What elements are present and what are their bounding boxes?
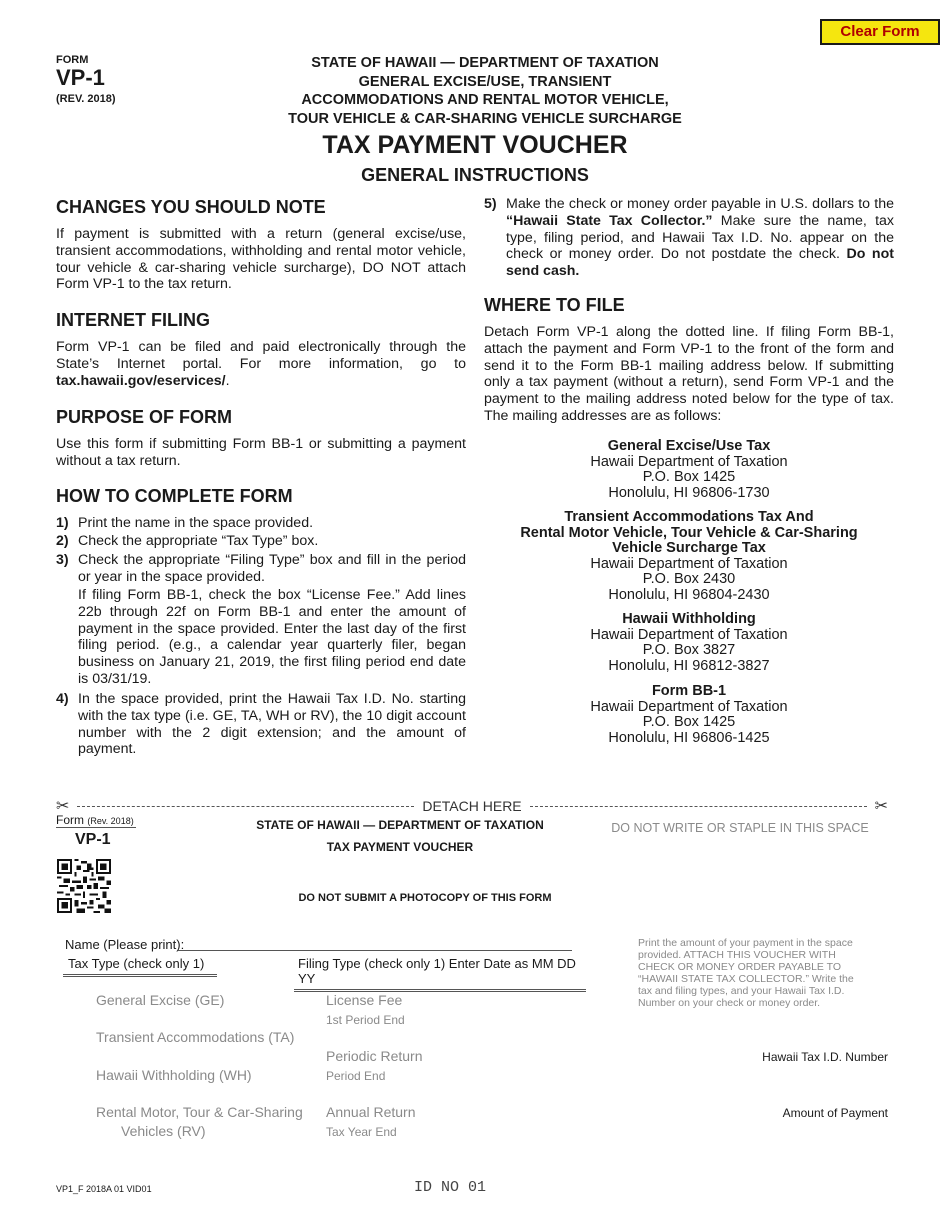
step-4 xyxy=(56,691,466,758)
no-write-notice: DO NOT WRITE OR STAPLE IN THIS SPACE xyxy=(611,821,869,835)
address-ta xyxy=(484,510,894,603)
clear-form-button[interactable]: Clear Form xyxy=(820,19,940,45)
changes-heading: CHANGES YOU SHOULD NOTE xyxy=(56,197,326,217)
id-number: ID NO 01 xyxy=(413,1179,486,1196)
agency-header xyxy=(260,54,710,128)
voucher-revision: (Rev. 2018) xyxy=(87,816,134,826)
payee-name: “Hawaii State Tax Collector.” xyxy=(506,212,713,229)
tax-id-label: Hawaii Tax I.D. Number xyxy=(762,1050,888,1064)
filing-type-periodic[interactable]: Periodic Return xyxy=(326,1048,423,1064)
step-text: If filing Form BB-1, check the box “License Fee.” Add lines 22b through 22f on Form BB-1 and enter the amount of payment in the space provided. Enter the last day of the first filing period. (e.g., a calendar year quarterly filer, began business on January 21, 2019, the first filing period end date is 03/31/19. xyxy=(78,587,466,687)
name-input[interactable] xyxy=(178,927,572,951)
address-title: General Excise/Use Tax xyxy=(607,438,771,454)
address-bb1 xyxy=(484,684,894,746)
step-text xyxy=(506,196,894,280)
qr-code xyxy=(57,859,111,913)
step-3 xyxy=(56,552,466,586)
address-title: Transient Accommodations Tax And xyxy=(564,509,814,525)
no-photocopy-notice: DO NOT SUBMIT A PHOTOCOPY OF THIS FORM xyxy=(298,892,552,904)
tax-type-header: Tax Type (check only 1) xyxy=(63,956,217,977)
footer-code: VP1_F 2018A 01 VID01 xyxy=(56,1184,152,1194)
tax-type-wh[interactable]: Hawaii Withholding (WH) xyxy=(96,1067,252,1083)
step-text: Print the name in the space provided. xyxy=(78,515,314,531)
step-number: 2) xyxy=(56,533,69,549)
address-line: Honolulu, HI 96806-1425 xyxy=(608,729,770,746)
address-line: P.O. Box 1425 xyxy=(642,469,736,485)
step-number: 3) xyxy=(56,552,69,568)
amount-label: Amount of Payment xyxy=(782,1106,888,1120)
address-title: Hawaii Withholding xyxy=(622,611,756,627)
step-number: 1) xyxy=(56,515,69,531)
address-wh xyxy=(484,612,894,674)
address-ge xyxy=(484,439,894,501)
address-title: Form BB-1 xyxy=(651,683,727,699)
period-end-label: Period End xyxy=(326,1069,386,1083)
address-line: P.O. Box 1425 xyxy=(642,714,736,730)
step-text: In the space provided, print the Hawaii Tax I.D. No. starting with the tax type (i.e. GE, TA, WH or RV), the 10 digit account number with the 2 digit extension; and the amount of payment. xyxy=(78,691,466,758)
address-line: Honolulu, HI 96806-1730 xyxy=(608,484,770,501)
address-title: Rental Motor Vehicle, Tour Vehicle & Car-Sharing xyxy=(520,524,858,541)
step-number: 4) xyxy=(56,691,69,707)
filing-type-license-fee[interactable]: License Fee xyxy=(326,992,403,1008)
step-2 xyxy=(56,533,466,550)
voucher-agency: STATE OF HAWAII — DEPARTMENT OF TAXATION xyxy=(256,818,544,832)
where-heading: WHERE TO FILE xyxy=(484,295,625,315)
tax-type-rv[interactable]: Rental Motor, Tour & Car-Sharing xyxy=(96,1104,303,1120)
address-line: P.O. Box 2430 xyxy=(642,571,736,587)
page-subtitle: GENERAL INSTRUCTIONS xyxy=(361,165,589,185)
purpose-heading: PURPOSE OF FORM xyxy=(56,407,233,427)
internet-text-end: . xyxy=(225,372,230,389)
filing-type-annual[interactable]: Annual Return xyxy=(326,1104,416,1120)
step-text: Check the appropriate “Filing Type” box and fill in the period or year in the space provided. xyxy=(78,552,466,585)
address-line: Honolulu, HI 96812-3827 xyxy=(608,657,770,674)
voucher-title: TAX PAYMENT VOUCHER xyxy=(326,840,474,854)
dashed-divider xyxy=(530,806,867,807)
address-line: Hawaii Department of Taxation xyxy=(590,626,788,643)
address-title: Vehicle Surcharge Tax xyxy=(612,540,766,556)
form-number: VP-1 xyxy=(56,65,105,90)
address-line: Hawaii Department of Taxation xyxy=(590,453,788,470)
address-line: Hawaii Department of Taxation xyxy=(590,698,788,715)
page-title: TAX PAYMENT VOUCHER xyxy=(322,131,628,159)
tax-type-ta[interactable]: Transient Accommodations (TA) xyxy=(96,1029,295,1045)
step-text: Check the appropriate “Tax Type” box. xyxy=(78,533,319,549)
voucher-instructions: Print the amount of your payment in the space provided. ATTACH THIS VOUCHER WITH CHECK OR MONEY ORDER PAYABLE TO “HAWAII STATE TAX COLLECTOR.” Write the tax and filing types, and your Hawaii Tax I.D. Number on your check or money order. xyxy=(638,937,854,1009)
no-cash-warning: Do not send cash. xyxy=(506,246,894,280)
agency-line: ACCOMMODATIONS AND RENTAL MOTOR VEHICLE, xyxy=(301,92,669,108)
agency-line: GENERAL EXCISE/USE, TRANSIENT xyxy=(358,73,612,90)
form-word: Form xyxy=(56,813,84,827)
voucher-form-label xyxy=(56,813,136,828)
voucher-form-number: VP-1 xyxy=(75,831,111,848)
internet-text xyxy=(56,339,466,389)
address-line: Hawaii Department of Taxation xyxy=(590,555,788,572)
agency-line: TOUR VEHICLE & CAR-SHARING VEHICLE SURCHARGE xyxy=(288,110,682,127)
internet-text-body: Form VP-1 can be filed and paid electronically through the State’s Internet portal. For more information, go to xyxy=(56,339,466,372)
step-number: 5) xyxy=(484,196,497,212)
filing-type-header: Filing Type (check only 1) Enter Date as MM DD YY xyxy=(294,956,586,992)
name-label: Name (Please print): xyxy=(65,937,185,952)
form-revision: (REV. 2018) xyxy=(56,93,116,105)
changes-text: If payment is submitted with a return (general excise/use, transient accommodations, withholding and rental motor vehicle, tour vehicle & car-sharing vehicle surcharge), DO NOT attach Form VP-1 to the tax return. xyxy=(56,226,466,293)
scissors-icon: ✂ xyxy=(56,798,70,815)
tax-type-rv-line2: Vehicles (RV) xyxy=(121,1123,206,1139)
step-1 xyxy=(56,515,466,532)
detach-line xyxy=(56,796,888,816)
where-text: Detach Form VP-1 along the dotted line. If filing Form BB-1, attach the payment and Form VP-1 to the front of the form and send it to the Form BB-1 mailing address below. If submitting only a tax payment (without a return), send Form VP-1 and the payment to the mailing address noted below for the type of tax. The mailing addresses are as follows: xyxy=(484,324,894,424)
step5-text-b: Make sure the name, tax type, filing period, and Hawaii Tax I.D. No. appear on the check or money order. Do not postdate the check. xyxy=(506,212,894,263)
first-period-end-label: 1st Period End xyxy=(326,1013,405,1027)
internet-heading: INTERNET FILING xyxy=(56,310,210,330)
eservices-link[interactable]: tax.hawaii.gov/eservices/ xyxy=(56,372,226,389)
form-label: FORM xyxy=(56,54,89,66)
dashed-divider xyxy=(77,806,414,807)
address-line: P.O. Box 3827 xyxy=(642,642,736,658)
scissors-icon: ✂ xyxy=(874,798,888,815)
how-heading: HOW TO COMPLETE FORM xyxy=(56,486,293,506)
step5-text-a: Make the check or money order payable in U.S. dollars to the xyxy=(506,196,894,212)
agency-line: STATE OF HAWAII — DEPARTMENT OF TAXATION xyxy=(311,55,659,71)
step-5 xyxy=(484,196,894,280)
address-line: Honolulu, HI 96804-2430 xyxy=(608,586,770,603)
purpose-text: Use this form if submitting Form BB-1 or submitting a payment without a tax return. xyxy=(56,436,466,469)
tax-type-ge[interactable]: General Excise (GE) xyxy=(96,992,225,1008)
detach-label: DETACH HERE xyxy=(422,798,522,814)
tax-year-end-label: Tax Year End xyxy=(326,1125,397,1139)
step-3-note xyxy=(56,587,466,688)
step-number xyxy=(56,587,78,688)
